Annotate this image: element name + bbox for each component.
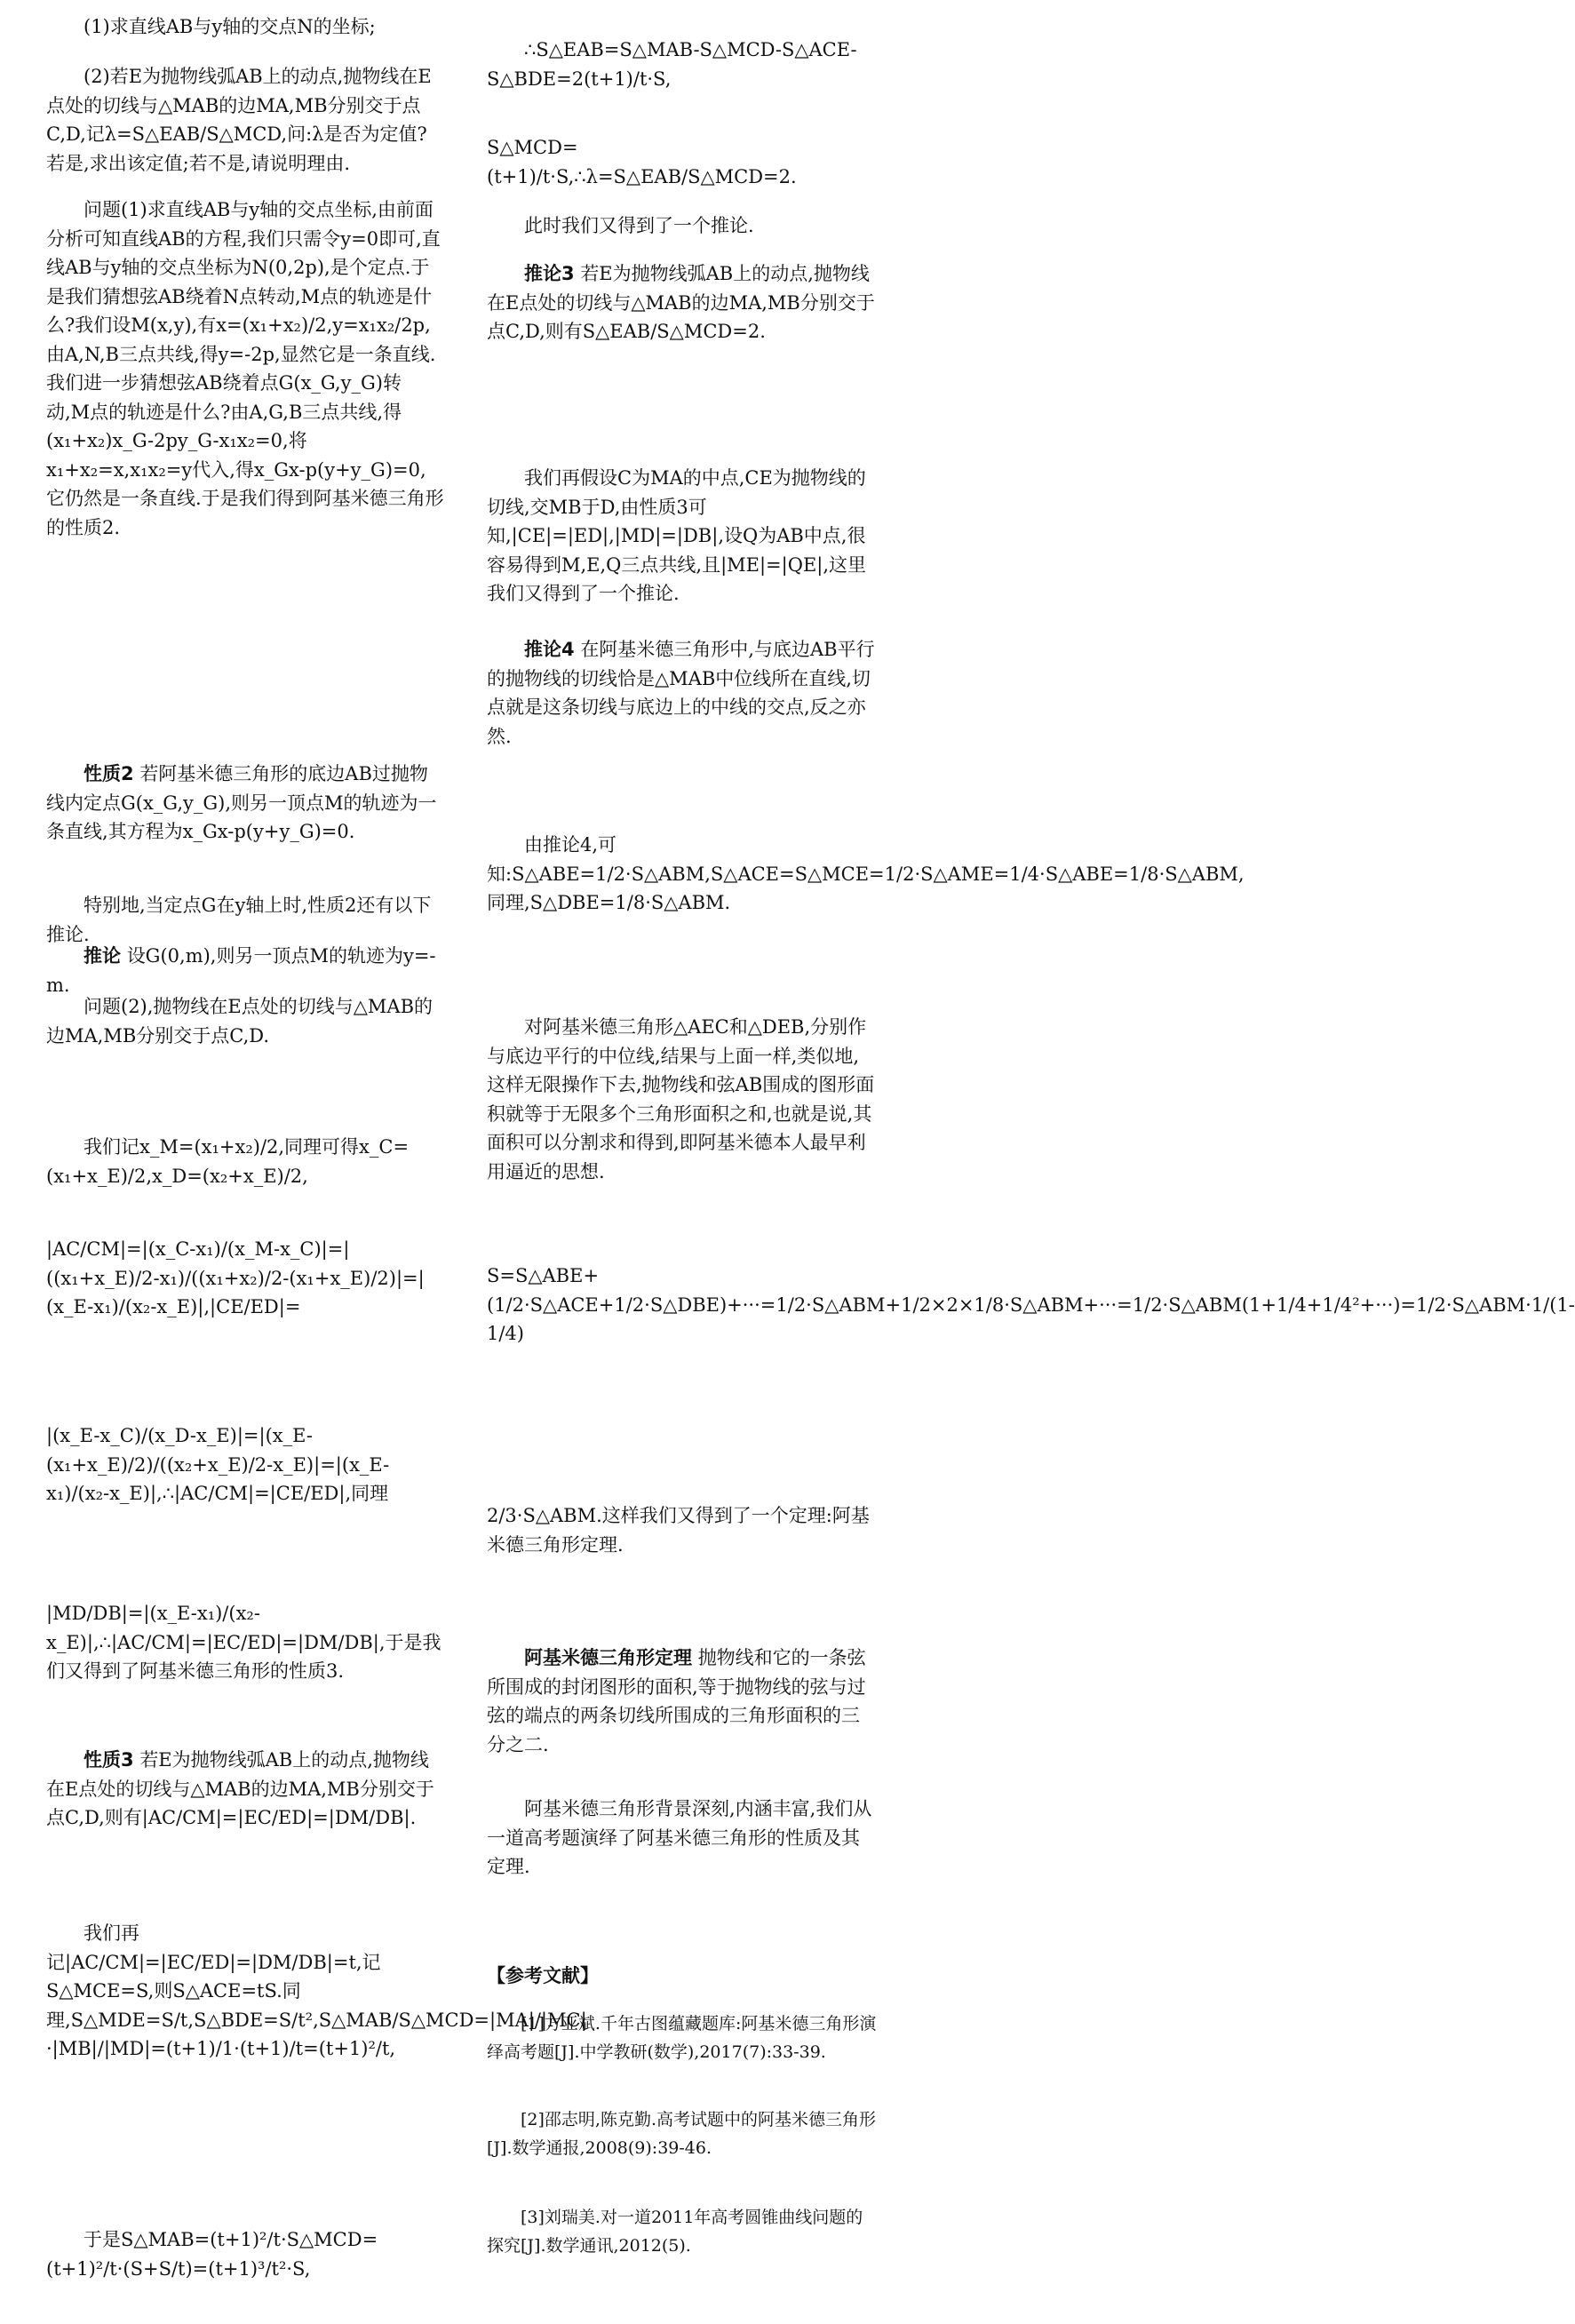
- ratio-equation-3: |MD/DB|=|(x_E-x₁)/(x₂-x_E)|,∴|AC/CM|=|EC/ED|=|DM/DB|,于是我们又得到了阿基米德三角形的性质3.: [46, 1603, 441, 1683]
- corollary-text: 设G(0,m),则另一顶点M的轨迹为y=-m.: [46, 945, 436, 996]
- theorem-label: 阿基米德三角形定理: [524, 1647, 692, 1668]
- area-derivation: 我们再记|AC/CM|=|EC/ED|=|DM/DB|=t,记S△MCE=S,则S△ACE=tS.同理,S△MDE=S/t,S△BDE=S/t²,S△MAB/S△MCD=|MA|/|MC|·|MB|/|MD|=(t+1)/1·(t+1)/t=(t+1)²/t,: [46, 1922, 587, 2060]
- corollary-4-text: 在阿基米德三角形中,与底边AB平行的抛物线的切线恰是△MAB中位线所在直线,切点就是这条切线与底边上的中线的交点,反之亦然.: [487, 639, 875, 747]
- corollary-4-areas: 由推论4,可知:S△ABE=1/2·S△ABM,S△ACE=S△MCE=1/2·S△AME=1/4·S△ABE=1/8·S△ABM,同理,S△DBE=1/8·S△ABM.: [487, 834, 1245, 914]
- property-2-label: 性质2: [84, 763, 134, 784]
- conclusion-paragraph: 阿基米德三角形背景深刻,内涵丰富,我们从一道高考题演绎了阿基米德三角形的性质及其定理.: [487, 1798, 872, 1878]
- ratio-equation-1: |AC/CM|=|(x_C-x₁)/(x_M-x_C)|=|((x₁+x_E)/2-x₁)/((x₁+x₂)/2-(x₁+x_E)/2)|=|(x_E-x₁)/(x₂-x_E)|,|CE/ED|=: [46, 1238, 425, 1318]
- problem-1-analysis: 问题(1)求直线AB与y轴的交点坐标,由前面分析可知直线AB的方程,我们只需令y=0即可,直线AB与y轴的交点坐标为N(0,2p),是个定点.于是我们猜想弦AB绕着N点转动,M点的轨迹是什么?我们设M(x,y),有x=(x₁+x₂)/2,y=x₁x₂/2p,由A,N,B三点共线,得y=-2p,显然它是一条直线.我们进一步猜想弦AB绕着点G(x_G,y_G)转动,M点的轨迹是什么?由A,G,B三点共线,得(x₁+x₂)x_G-2py_G-x₁x₂=0,将x₁+x₂=x,x₁x₂=y代入,得x_Gx-p(y+y_G)=0,它仍然是一条直线.于是我们得到阿基米德三角形的性质2.: [46, 199, 444, 539]
- property-2: [46, 760, 444, 847]
- property-3: [46, 1746, 444, 1833]
- theorem-text: 抛物线和它的一条弦所围成的封闭图形的面积,等于抛物线的弦与过弦的端点的两条切线所围成的三角形面积的三分之二.: [487, 1647, 866, 1755]
- reference-item: [1]方亚斌.千年古图蕴藏题库:阿基米德三角形演绎高考题[J].中学教研(数学),2017(7):33-39.: [487, 2014, 877, 2063]
- infinite-division-paragraph: 对阿基米德三角形△AEC和△DEB,分别作与底边平行的中位线,结果与上面一样,类似地,这样无限操作下去,抛物线和弦AB围成的图形面积就等于无限多个三角形面积之和,也就是说,其面积可以分割求和得到,即阿基米德本人最早利用逼近的思想.: [487, 1016, 875, 1182]
- reference-item: [3]刘瑞美.对一道2011年高考圆锥曲线问题的探究[J].数学通讯,2012(5).: [487, 2208, 863, 2256]
- property-2-text: 若阿基米德三角形的底边AB过抛物线内定点G(x_G,y_G),则另一顶点M的轨迹为一条直线,其方程为x_Gx-p(y+y_G)=0.: [46, 763, 437, 843]
- corollary: [46, 942, 444, 999]
- corollary-4: [487, 635, 878, 751]
- problem-2-intro: 问题(2),抛物线在E点处的切线与△MAB的边MA,MB分别交于点C,D.: [46, 996, 434, 1047]
- two-thirds-result: 2/3·S△ABM.这样我们又得到了一个定理:阿基米德三角形定理.: [487, 1505, 870, 1556]
- special-case-text: 特别地,当定点G在y轴上时,性质2还有以下推论.: [46, 895, 432, 945]
- corollary-3-label: 推论3: [524, 263, 575, 284]
- ratio-equation-2: |(x_E-x_C)/(x_D-x_E)|=|(x_E-(x₁+x_E)/2)/((x₂+x_E)/2-x_E)|=|(x_E-x₁)/(x₂-x_E)|,∴|AC/CM|=|CE/ED|,同理: [46, 1425, 390, 1505]
- corollary-3-text: 若E为抛物线弧AB上的动点,抛物线在E点处的切线与△MAB的边MA,MB分别交于点C,D,则有S△EAB/S△MCD=2.: [487, 263, 875, 343]
- property-3-label: 性质3: [84, 1749, 134, 1771]
- corollary-3: [487, 259, 878, 346]
- corollary-4-label: 推论4: [524, 639, 575, 660]
- area-mab-formula: 于是S△MAB=(t+1)²/t·S△MCD=(t+1)²/t·(S+S/t)=(t+1)³/t²·S,: [46, 2229, 378, 2280]
- corollary-intro: 此时我们又得到了一个推论.: [524, 215, 754, 236]
- lambda-result: S△MCD=(t+1)/t·S,∴λ=S△EAB/S△MCD=2.: [487, 137, 797, 187]
- question-2: (2)若E为抛物线弧AB上的动点,抛物线在E点处的切线与△MAB的边MA,MB分别交于点C,D,记λ=S△EAB/S△MCD,问:λ是否为定值?若是,求出该定值;若不是,请说明理由.: [46, 66, 432, 174]
- references-title: 【参考文献】: [487, 1965, 599, 1986]
- question-1: (1)求直线AB与y轴的交点N的坐标;: [84, 16, 376, 37]
- midpoint-paragraph: 我们再假设C为MA的中点,CE为抛物线的切线,交MB于D,由性质3可知,|CE|=|ED|,|MD|=|DB|,设Q为AB中点,很容易得到M,E,Q三点共线,且|ME|=|QE|,这里我们又得到了一个推论.: [487, 467, 867, 605]
- corollary-label: 推论: [84, 945, 121, 967]
- reference-item: [2]邵志明,陈克勤.高考试题中的阿基米德三角形[J].数学通报,2008(9):39-46.: [487, 2110, 876, 2159]
- series-sum-equation: S=S△ABE+(1/2·S△ACE+1/2·S△DBE)+···=1/2·S△ABM+1/2×2×1/8·S△ABM+···=1/2·S△ABM(1+1/4+1/4²+···)=1/2·S△ABM·1/(1-1/4): [487, 1265, 1575, 1345]
- archimedes-theorem: [487, 1644, 878, 1759]
- property-3-text: 若E为抛物线弧AB上的动点,抛物线在E点处的切线与△MAB的边MA,MB分别交于点C,D,则有|AC/CM|=|EC/ED|=|DM/DB|.: [46, 1749, 434, 1829]
- area-eab-formula: ∴S△EAB=S△MAB-S△MCD-S△ACE-S△BDE=2(t+1)/t·S,: [487, 39, 857, 90]
- xm-definition: 我们记x_M=(x₁+x₂)/2,同理可得x_C=(x₁+x_E)/2,x_D=(x₂+x_E)/2,: [46, 1136, 410, 1187]
